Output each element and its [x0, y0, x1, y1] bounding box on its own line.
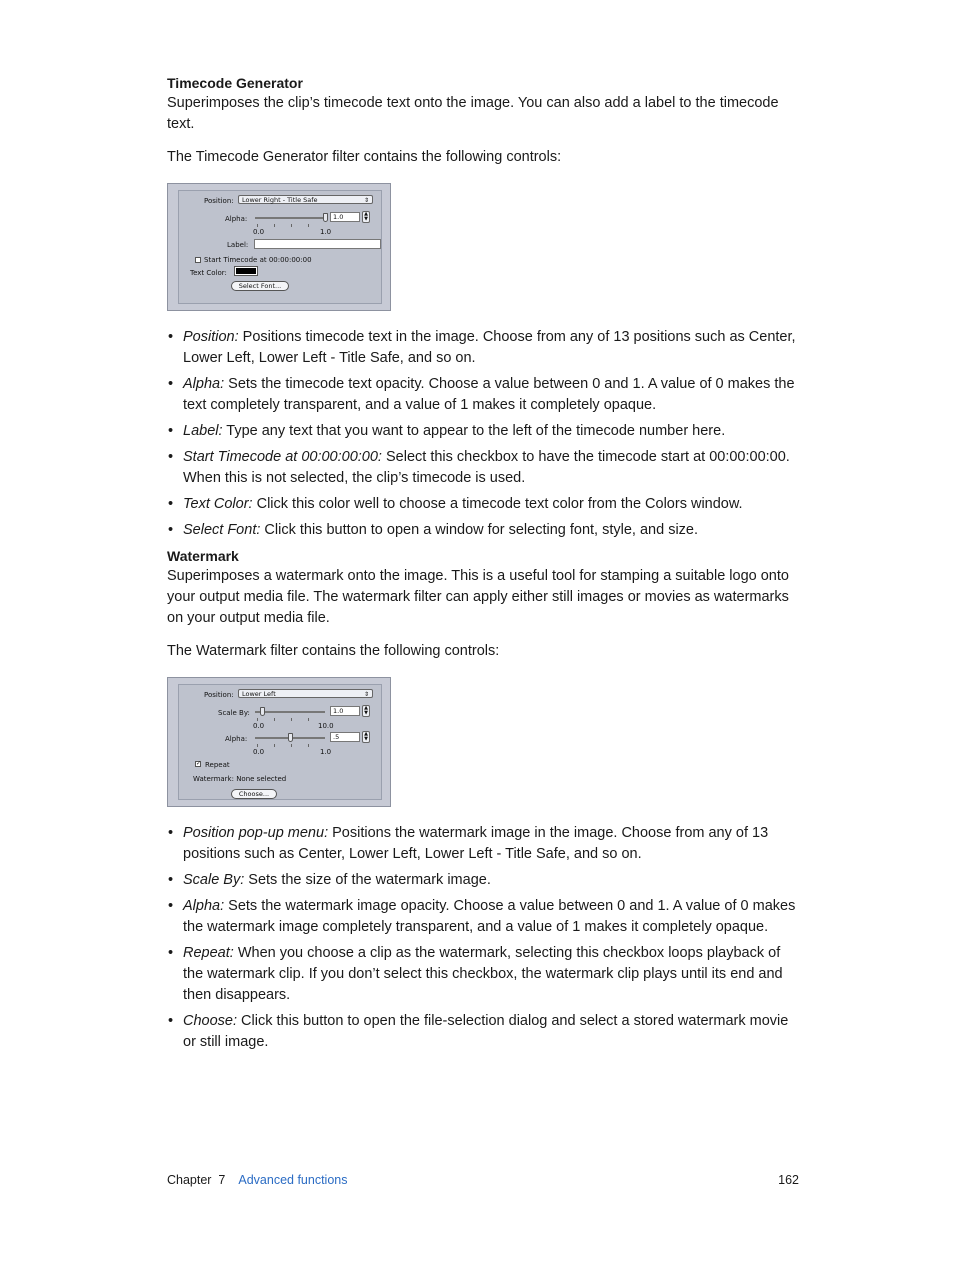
slider-tick: [291, 224, 292, 227]
start-timecode-checkbox[interactable]: [195, 257, 201, 263]
scale-min-label: 0.0: [253, 722, 265, 730]
list-item: • Label: Type any text that you want to appear to the left of the timecode number here.: [168, 423, 726, 439]
watermark-bullet-list: [167, 823, 799, 1053]
label-input[interactable]: [254, 239, 381, 249]
slider-tick: [291, 718, 292, 721]
scale-label: Scale By:: [218, 709, 250, 717]
slider-tick: [257, 718, 258, 721]
alpha-slider-thumb[interactable]: [323, 213, 328, 222]
start-timecode-label: Start Timecode at 00:00:00:00: [204, 256, 312, 264]
text-color-well[interactable]: [234, 266, 258, 276]
list-item: • Repeat: When you choose a clip as the watermark, selecting this checkbox loops playback of the watermark clip. If you don’t select this checkbox, the watermark clip plays until its end and then disappears.: [168, 945, 783, 1003]
section-heading-timecode: Timecode Generator: [167, 75, 303, 91]
alpha-stepper[interactable]: ▲ ▼: [362, 731, 370, 743]
alpha-max-label: 1.0: [320, 228, 332, 236]
alpha-value-field[interactable]: .5: [330, 732, 360, 742]
slider-tick: [291, 744, 292, 747]
scale-slider-thumb[interactable]: [260, 707, 265, 716]
slider-tick: [274, 224, 275, 227]
list-item: • Alpha: Sets the watermark image opacity. Choose a value between 0 and 1. A value of 0 makes the watermark image completely transparent, and a value of 1 makes it completely opaque.: [168, 898, 796, 935]
repeat-label: Repeat: [205, 761, 230, 769]
choose-button[interactable]: Choose...: [231, 789, 277, 799]
timecode-intro: Superimposes the clip’s timecode text onto the image. You can also add a label to the timecode text.: [167, 95, 779, 132]
timecode-controls-intro: The Timecode Generator filter contains the following controls:: [167, 149, 562, 165]
chapter-title-link[interactable]: Advanced functions: [238, 1173, 348, 1187]
slider-tick: [274, 744, 275, 747]
list-item: • Choose: Click this button to open the file-selection dialog and select a stored watermark movie or still image.: [168, 1013, 789, 1050]
alpha-label: Alpha:: [225, 735, 248, 743]
repeat-checkbox[interactable]: ✓: [196, 760, 202, 767]
label-label: Label:: [227, 241, 249, 249]
position-label: Position:: [204, 691, 234, 699]
watermark-status: Watermark: None selected: [193, 775, 287, 783]
list-item: • Position: Positions timecode text in the image. Choose from any of 13 positions such as Center, Lower Left, Lower Left - Title Safe, and so on.: [168, 329, 796, 366]
list-item: • Start Timecode at 00:00:00:00: Select this checkbox to have the timecode start at 00:00:00:00. When this is not selected, the clip’s timecode is used.: [168, 449, 790, 486]
color-fill: [236, 268, 256, 274]
page-content: [167, 74, 799, 1058]
alpha-slider-thumb[interactable]: [288, 733, 293, 742]
alpha-stepper[interactable]: ▲ ▼: [362, 211, 370, 223]
watermark-intro: Superimposes a watermark onto the image. This is a useful tool for stamping a suitable logo onto your output media file. The watermark filter can apply either still images or movies as watermarks on your output media file.: [167, 568, 789, 626]
slider-tick: [308, 744, 309, 747]
alpha-value-field[interactable]: 1.0: [330, 212, 360, 222]
watermark-panel-image: [167, 677, 391, 807]
alpha-min-label: 0.0: [253, 748, 265, 756]
alpha-slider-track[interactable]: [255, 217, 325, 219]
scale-slider-track[interactable]: [255, 711, 325, 713]
timecode-panel-image: [167, 183, 391, 311]
list-item: • Text Color: Click this color well to choose a timecode text color from the Colors window.: [168, 496, 743, 512]
chapter-number: Chapter 7: [167, 1173, 226, 1187]
scale-stepper[interactable]: ▲ ▼: [362, 705, 370, 717]
slider-tick: [308, 224, 309, 227]
list-item: • Scale By: Sets the size of the watermark image.: [168, 872, 491, 888]
scale-value-field[interactable]: 1.0: [330, 706, 360, 716]
popup-arrows-icon: ⇕: [363, 691, 369, 698]
alpha-label: Alpha:: [225, 215, 248, 223]
select-font-button[interactable]: Select Font...: [231, 281, 289, 291]
alpha-max-label: 1.0: [320, 748, 332, 756]
position-label: Position:: [204, 197, 234, 205]
popup-arrows-icon: ⇕: [363, 197, 369, 204]
slider-tick: [274, 718, 275, 721]
list-item: • Alpha: Sets the timecode text opacity. Choose a value between 0 and 1. A value of 0 makes the text completely transparent, and a value of 1 makes it completely opaque.: [168, 376, 795, 413]
scale-max-label: 10.0: [318, 722, 334, 730]
slider-tick: [308, 718, 309, 721]
section-heading-watermark: Watermark: [167, 548, 239, 564]
page-footer: [167, 1173, 799, 1187]
position-popup[interactable]: Lower Right - Title Safe ⇕: [238, 195, 373, 204]
list-item: • Select Font: Click this button to open a window for selecting font, style, and size.: [168, 522, 699, 538]
slider-tick: [257, 744, 258, 747]
list-item: • Position pop-up menu: Positions the watermark image in the image. Choose from any of 13 positions such as Center, Lower Left, Lower Left - Title Safe, and so on.: [168, 825, 769, 862]
text-color-label: Text Color:: [190, 269, 227, 277]
position-popup[interactable]: Lower Left ⇕: [238, 689, 373, 698]
timecode-bullet-list: [167, 327, 799, 541]
slider-tick: [257, 224, 258, 227]
page-number: 162: [778, 1173, 799, 1187]
alpha-min-label: 0.0: [253, 228, 265, 236]
watermark-controls-intro: The Watermark filter contains the following controls:: [167, 643, 500, 659]
